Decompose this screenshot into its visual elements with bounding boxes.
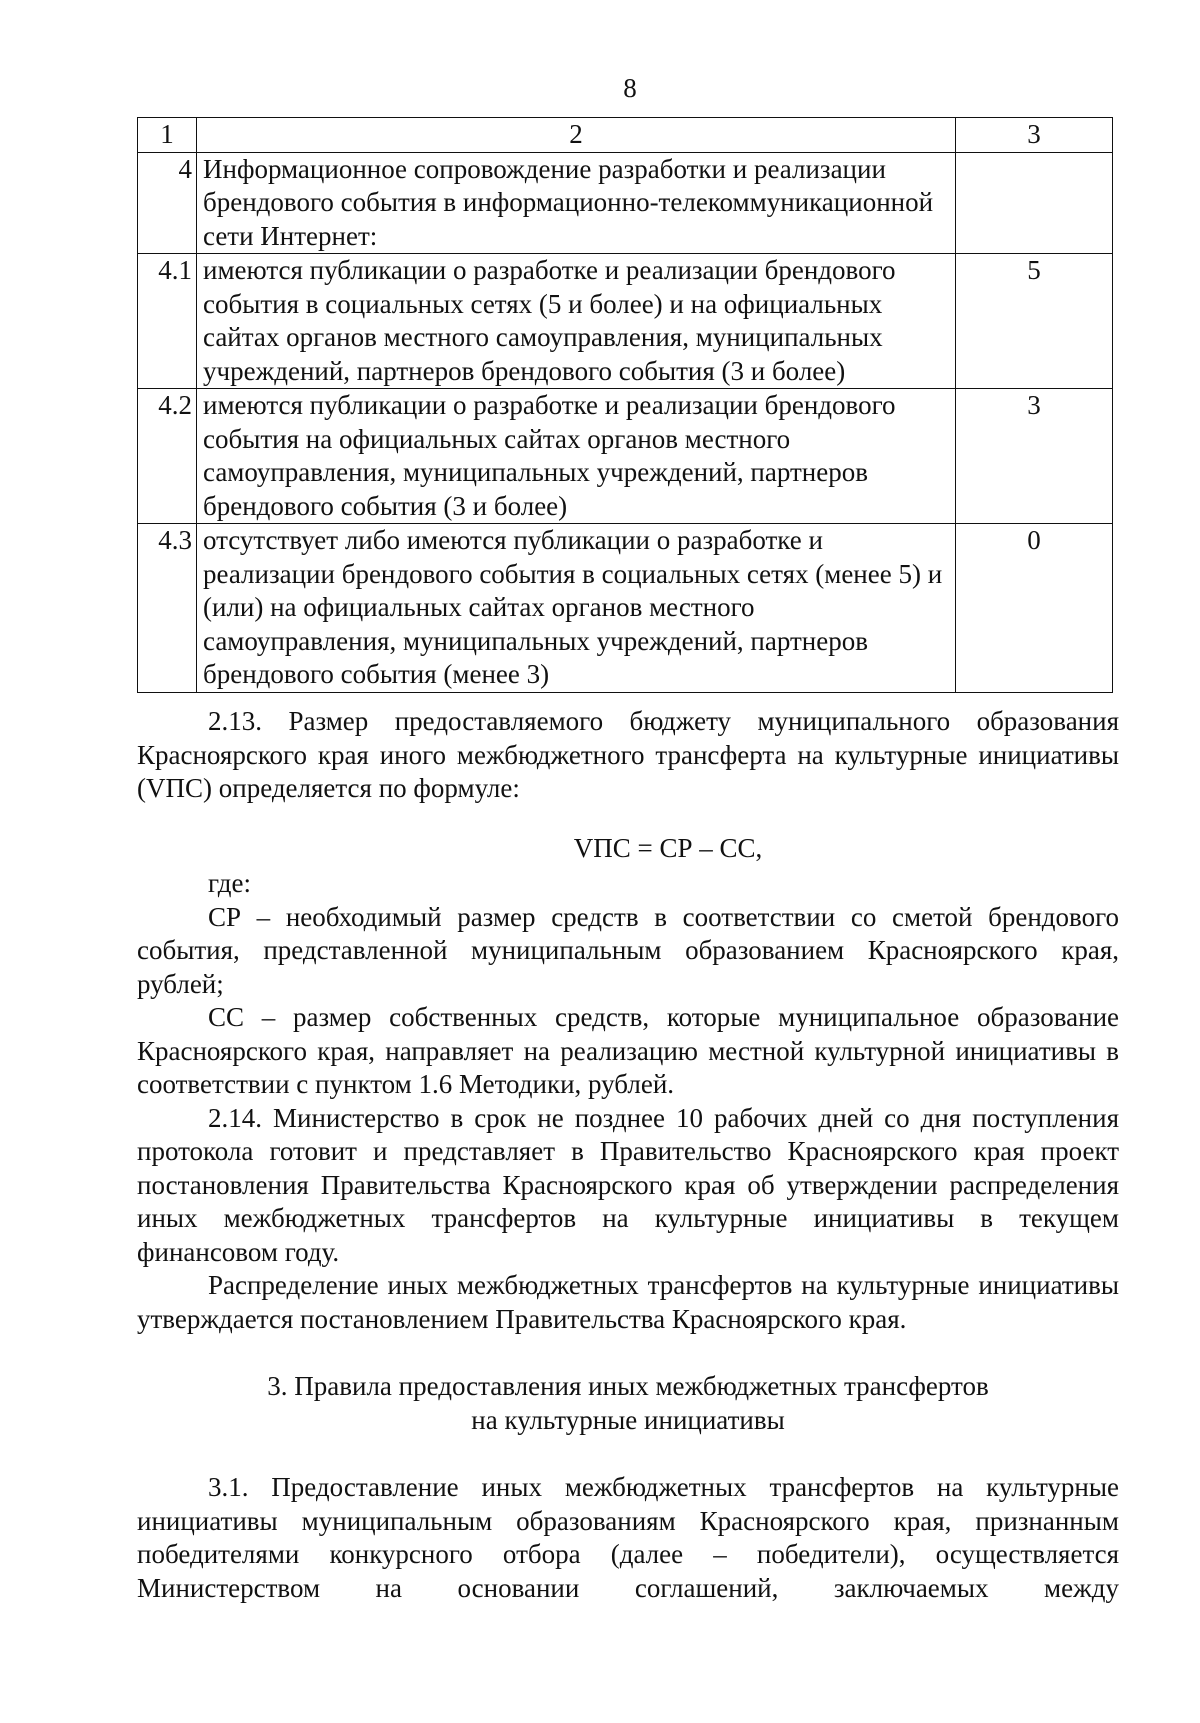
where-label: где:: [208, 868, 251, 898]
row-text: отсутствует либо имеются публикации о разработке и реализации брендового события в социальных сетях (менее 5) и (или) на официальных сайтах органов местного самоуправления, муниципальных учреждений, партнеров брендового события (менее 3): [197, 524, 956, 693]
row-text: имеются публикации о разработке и реализации брендового события на официальных сайтах органов местного самоуправления, муниципальных учреждений, партнеров брендового события (3 и более): [197, 389, 956, 524]
criteria-table: [137, 117, 1113, 693]
definition-cp: СР – необходимый размер средств в соответствии со сметой брендового события, представленной муниципальным образованием Красноярского края, рублей;: [137, 901, 1119, 999]
definition-cc: СС – размер собственных средств, которые муниципальное образование Красноярского края, направляет на реализацию местной культурной инициативы в соответствии с пунктом 1.6 Методики, рублей.: [137, 1002, 1119, 1099]
page-number: 8: [623, 73, 637, 103]
table-header-cell: 1: [138, 118, 197, 153]
paragraph-3-1: 3.1. Предоставление иных межбюджетных трансфертов на культурные инициативы муниципальным образованиям Красноярского края, признанным победителями конкурсного отбора (далее – победители), осуществляется Министерством на основании соглашений, заключаемых между: [137, 1472, 1119, 1603]
row-score: [956, 152, 1113, 254]
table-header-row: [138, 118, 1113, 153]
body-text: [137, 705, 1119, 1605]
paragraph-2-13: 2.13. Размер предоставляемого бюджету муниципального образования Красноярского края иного межбюджетного трансферта на культурные инициативы (VПС) определяется по формуле:: [137, 706, 1119, 803]
row-score: 5: [956, 254, 1113, 389]
formula: VПС = СР – СС,: [573, 832, 763, 863]
row-score: 0: [956, 524, 1113, 693]
row-number: 4.1: [138, 254, 197, 389]
section-title-line-1: 3. Правила предоставления иных межбюджетных трансфертов: [267, 1371, 989, 1401]
table-header-cell: 2: [197, 118, 956, 153]
paragraph-2-14: 2.14. Министерство в срок не позднее 10 рабочих дней со дня поступления протокола готовит и представляет в Правительство Красноярского края проект постановления Правительства Красноярского края об утверждении распределения иных межбюджетных трансфертов на культурные инициативы в текущем финансовом году.: [137, 1102, 1119, 1267]
table-row: [138, 152, 1113, 254]
row-number: 4.3: [138, 524, 197, 693]
table-row: [138, 524, 1113, 693]
paragraph-distribution: Распределение иных межбюджетных трансфертов на культурные инициативы утверждается постановлением Правительства Красноярского края.: [137, 1270, 1119, 1334]
row-number: 4: [138, 152, 197, 254]
table-row: [138, 254, 1113, 389]
table-row: [138, 389, 1113, 524]
row-score: 3: [956, 389, 1113, 524]
row-number: 4.2: [138, 389, 197, 524]
section-title-line-2: на культурные инициативы: [471, 1404, 785, 1435]
row-text: Информационное сопровождение разработки и реализации брендового события в информационно-телекоммуникационной сети Интернет:: [197, 152, 956, 254]
table-header-cell: 3: [956, 118, 1113, 153]
row-text: имеются публикации о разработке и реализации брендового события в социальных сетях (5 и более) и на официальных сайтах органов местного самоуправления, муниципальных учреждений, партнеров брендового события (3 и более): [197, 254, 956, 389]
